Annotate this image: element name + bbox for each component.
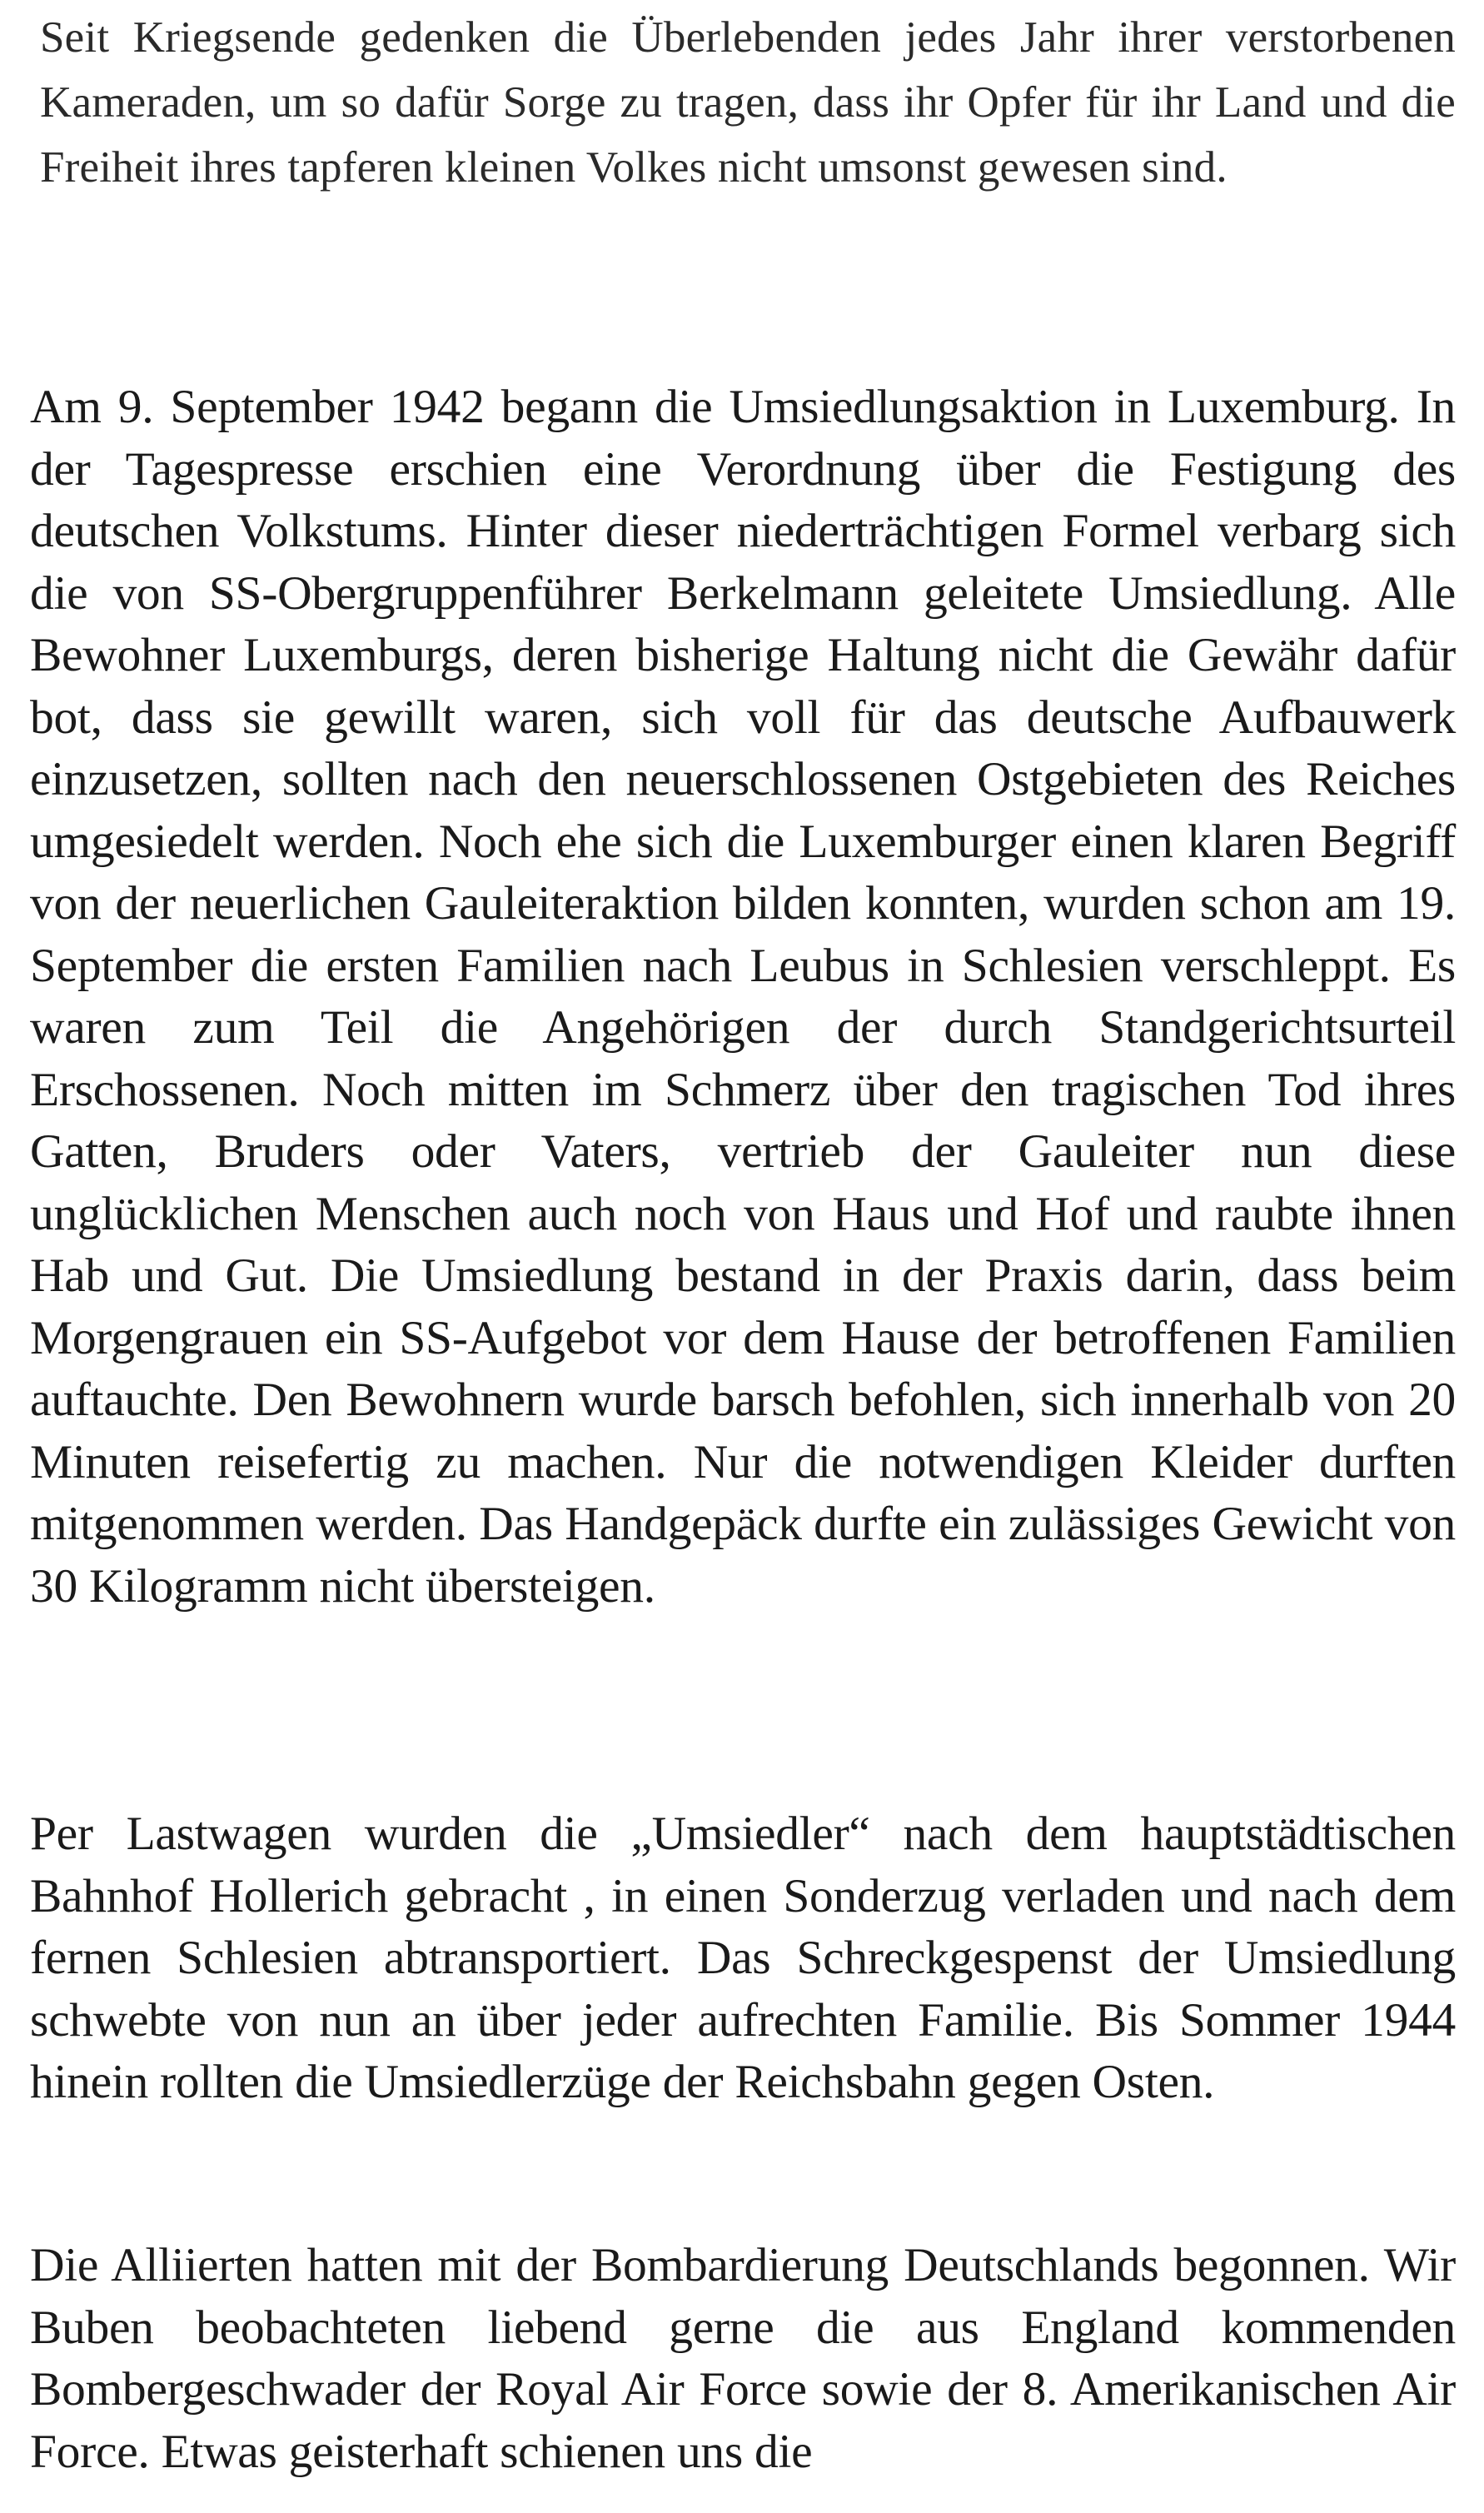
paragraph-remembrance: Seit Kriegsende gedenken die Überlebenden jedes Jahr ihrer verstorbenen Kameraden, um so dafür Sorge zu tragen, dass ihr Opfer für ihr Land und die Freiheit ihres tapferen kleinen Volkes nicht umsonst gewesen sind. <box>40 13 1456 192</box>
paragraph-transport: Per Lastwagen wurden die „Umsiedler“ nach dem hauptstädtischen Bahnhof Hollerich gebracht , in einen Sonderzug verladen und nach dem fernen Schlesien abtransportiert. Das Schreckgespenst der Umsiedlung schwebte von nun an über jeder aufrechten Familie. Bis Sommer 1944 hinein rollten die Umsiedlerzüge der Reichsbahn gegen Osten. <box>30 1807 1456 2108</box>
paragraph-bombing: Die Alliierten hatten mit der Bombardierung Deutschlands begonnen. Wir Buben beobachteten liebend gerne die aus England kommenden Bombergeschwader der Royal Air Force sowie der 8. Amerikanischen Air Force. Etwas geisterhaft schienen uns die <box>30 2239 1456 2478</box>
paragraph-resettlement: Am 9. September 1942 begann die Umsiedlungsaktion in Luxemburg. In der Tagespresse erschien eine Verordnung über die Festigung des deutschen Volkstums. Hinter dieser niederträchtigen Formel verbarg sich die von SS-Obergruppenführer Berkelmann geleitete Umsiedlung. Alle Bewohner Luxemburgs, deren bisherige Haltung nicht die Gewähr dafür bot, dass sie gewillt waren, sich voll für das deutsche Aufbauwerk einzusetzen, sollten nach den neuerschlossenen Ostgebieten des Reiches umgesiedelt werden. Noch ehe sich die Luxemburger einen klaren Begriff von der neuerlichen Gauleiteraktion bilden konnten, wurden schon am 19. September die ersten Familien nach Leubus in Schlesien verschleppt. Es waren zum Teil die Angehörigen der durch Standgerichtsurteil Erschossenen. Noch mitten im Schmerz über den tragischen Tod ihres Gatten, Bruders oder Vaters, vertrieb der Gauleiter nun diese unglücklichen Menschen auch noch von Haus und Hof und raubte ihnen Hab und Gut. Die Umsiedlung bestand in der Praxis darin, dass beim Morgengrauen ein SS-Aufgebot vor dem Hause der betroffenen Familien auftauchte. Den Bewohnern wurde barsch befohlen, sich innerhalb von 20 Minuten reisefertig zu machen. Nur die notwendigen Kleider durften mitgenommen werden. Das Handgepäck durfte ein zulässiges Gewicht von 30 Kilogramm nicht übersteigen. <box>30 381 1456 1613</box>
